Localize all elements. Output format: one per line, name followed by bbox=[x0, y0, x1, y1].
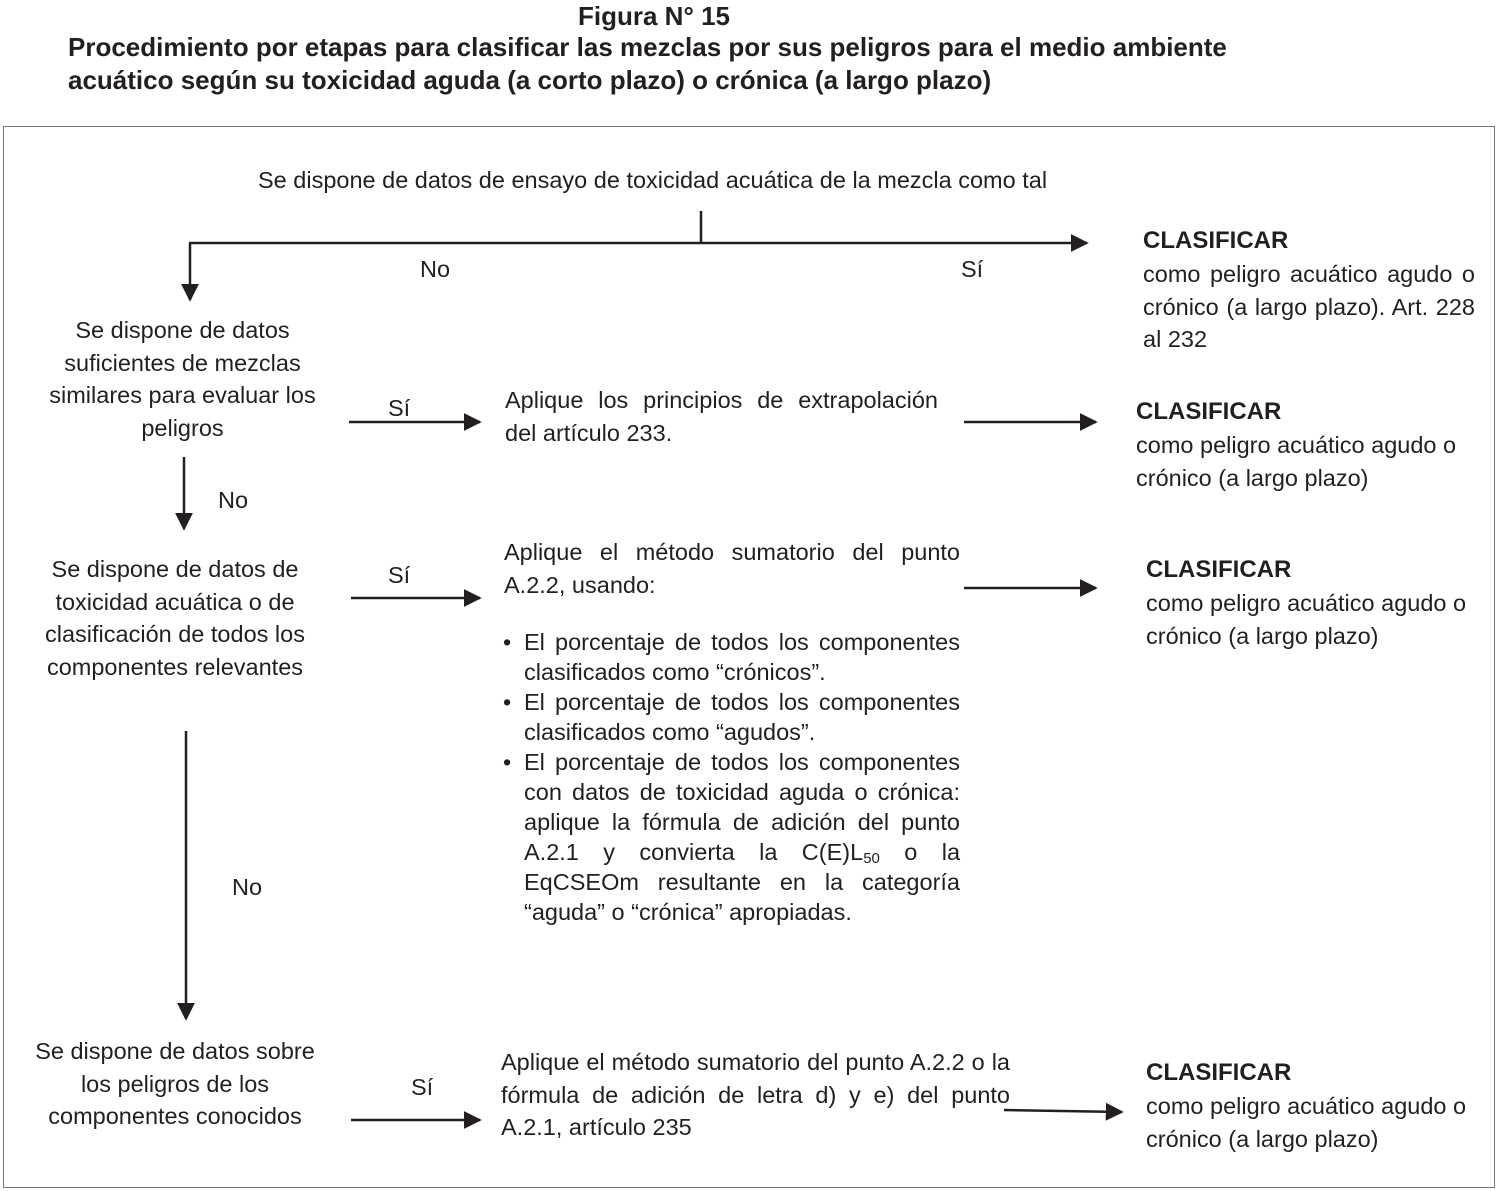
step2-question: Se dispone de datos de toxicidad acuática o de clasificación de todos los componentes relevantes bbox=[45, 556, 305, 680]
result-text: como peligro acuático agudo o crónico (a largo plazo) bbox=[1146, 590, 1467, 649]
step1-no-label: No bbox=[218, 487, 249, 513]
bullet-text-part: El porcentaje de todos los componentes con datos de toxicidad aguda o crónica: aplique la fórmula de adición del punto A.2.1 y convierta la C(E)L bbox=[524, 749, 960, 865]
list-item: • El porcentaje de todos los componentes clasificados como “crónicos”. bbox=[503, 627, 960, 687]
result-heading: CLASIFICAR bbox=[1146, 556, 1292, 583]
step1-action: Aplique los principios de extrapolación del artículo 233. bbox=[505, 387, 938, 446]
top-yes-label: Sí bbox=[961, 256, 984, 282]
step1-question: Se dispone de datos suficientes de mezclas similares para evaluar los peligros bbox=[49, 317, 316, 441]
step3-result-arrow bbox=[1004, 1110, 1122, 1112]
step2-bullet-list bbox=[503, 627, 960, 927]
step3-yes-label: Sí bbox=[411, 1074, 434, 1100]
result-text: como peligro acuático agudo o crónico (a largo plazo) bbox=[1136, 432, 1457, 491]
top-question: Se dispone de datos de ensayo de toxicidad acuática de la mezcla como tal bbox=[258, 167, 1048, 193]
result-text: como peligro acuático agudo o crónico (a largo plazo). Art. 228 al 232 bbox=[1143, 261, 1475, 352]
list-item: • El porcentaje de todos los componentes clasificados como “agudos”. bbox=[503, 687, 960, 747]
list-item bbox=[503, 747, 960, 927]
result-text: como peligro acuático agudo o crónico (a largo plazo) bbox=[1146, 1093, 1467, 1152]
figure-subtitle: Procedimiento por etapas para clasificar las mezclas por sus peligros para el medio ambiente acuático según su toxicidad aguda (a corto plazo) o crónica (a largo plazo) bbox=[68, 32, 1227, 95]
result-heading: CLASIFICAR bbox=[1146, 1059, 1292, 1086]
bullet-text-part: o la EqCSEOm resultante en la categoría “aguda” o “crónica” apropiadas. bbox=[524, 839, 961, 925]
step3-action: Aplique el método sumatorio del punto A.2.2 o la fórmula de adición de letra d) y e) del punto A.2.1, artículo 235 bbox=[501, 1049, 1010, 1140]
step2-no-label: No bbox=[232, 874, 263, 900]
figure-title: Figura N° 15 bbox=[578, 1, 730, 31]
step1-yes-label: Sí bbox=[388, 395, 411, 421]
result-heading: CLASIFICAR bbox=[1136, 398, 1282, 425]
result-heading: CLASIFICAR bbox=[1143, 227, 1289, 254]
top-no-label: No bbox=[420, 256, 451, 282]
step2-action-intro: Aplique el método sumatorio del punto A.2.2, usando: bbox=[504, 539, 960, 598]
step2-yes-label: Sí bbox=[388, 562, 411, 588]
step3-question: Se dispone de datos sobre los peligros de los componentes conocidos bbox=[35, 1038, 315, 1129]
subscript-50: 50 bbox=[863, 850, 880, 867]
